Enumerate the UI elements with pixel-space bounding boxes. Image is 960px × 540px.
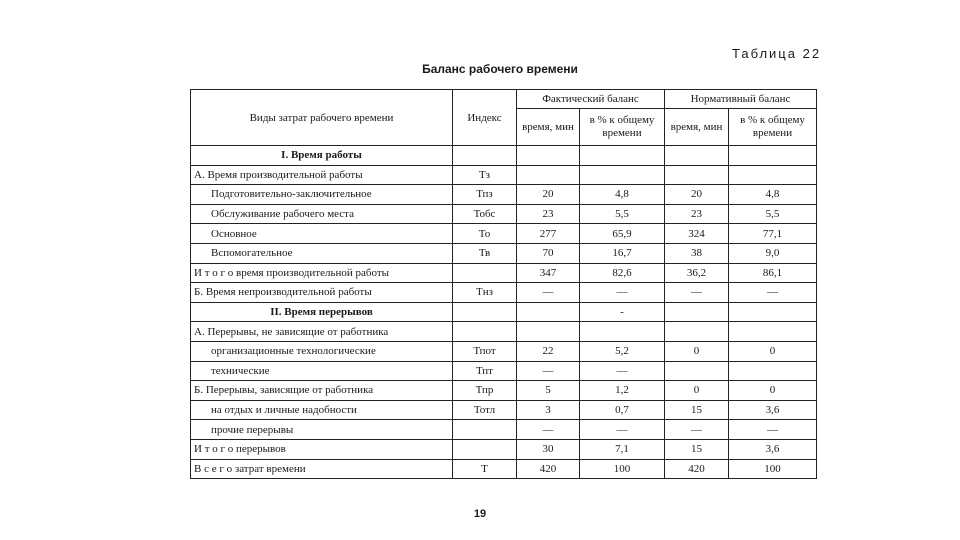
row-name: И т о г о перерывов xyxy=(191,439,453,459)
fact-time xyxy=(517,322,580,342)
row-index xyxy=(453,263,517,283)
row-index: Тпот xyxy=(453,341,517,361)
fact-time: — xyxy=(517,283,580,303)
row-index: Тв xyxy=(453,243,517,263)
header-fact-balance: Фактический баланс xyxy=(517,90,665,109)
fact-percent: 100 xyxy=(580,459,665,479)
row-name: В с е г о затрат времени xyxy=(191,459,453,479)
header-row-groups xyxy=(191,90,817,109)
norm-time: 0 xyxy=(665,381,729,401)
row-name: на отдых и личные надобности xyxy=(191,400,453,420)
table-row xyxy=(191,165,817,185)
fact-percent: 5,2 xyxy=(580,341,665,361)
norm-percent: 4,8 xyxy=(729,185,817,205)
fact-time: 5 xyxy=(517,381,580,401)
fact-time: 70 xyxy=(517,243,580,263)
norm-time xyxy=(665,146,729,166)
row-name: Б. Перерывы, зависящие от работника xyxy=(191,381,453,401)
norm-time: 420 xyxy=(665,459,729,479)
table-row xyxy=(191,420,817,440)
table-row xyxy=(191,283,817,303)
header-norm-balance: Нормативный баланс xyxy=(665,90,817,109)
table-row xyxy=(191,341,817,361)
row-index: Тпз xyxy=(453,185,517,205)
norm-percent: 3,6 xyxy=(729,400,817,420)
fact-percent: 7,1 xyxy=(580,439,665,459)
table-title: Баланс рабочего времени xyxy=(422,62,578,76)
row-index: Тотл xyxy=(453,400,517,420)
row-index xyxy=(453,420,517,440)
norm-percent: 5,5 xyxy=(729,204,817,224)
row-index: Тз xyxy=(453,165,517,185)
header-type: Виды затрат рабочего времени xyxy=(191,90,453,146)
table-row xyxy=(191,361,817,381)
table-number-label: Таблица 22 xyxy=(732,46,822,61)
row-name: организационные технологические xyxy=(191,341,453,361)
table-row xyxy=(191,322,817,342)
row-name: Вспомогательное xyxy=(191,243,453,263)
row-index: Тнз xyxy=(453,283,517,303)
fact-percent xyxy=(580,322,665,342)
fact-time: — xyxy=(517,420,580,440)
table-row xyxy=(191,224,817,244)
norm-percent xyxy=(729,146,817,166)
fact-percent xyxy=(580,146,665,166)
fact-time: 22 xyxy=(517,341,580,361)
fact-percent: 65,9 xyxy=(580,224,665,244)
fact-percent xyxy=(580,165,665,185)
table-row xyxy=(191,439,817,459)
norm-percent: 9,0 xyxy=(729,243,817,263)
fact-percent: 5,5 xyxy=(580,204,665,224)
norm-percent: 86,1 xyxy=(729,263,817,283)
norm-percent: 3,6 xyxy=(729,439,817,459)
norm-time: 324 xyxy=(665,224,729,244)
row-name: I. Время работы xyxy=(191,146,453,166)
norm-time: 38 xyxy=(665,243,729,263)
fact-percent: 0,7 xyxy=(580,400,665,420)
norm-percent xyxy=(729,361,817,381)
norm-percent: — xyxy=(729,420,817,440)
fact-percent: 1,2 xyxy=(580,381,665,401)
norm-time: — xyxy=(665,283,729,303)
row-index: Тпр xyxy=(453,381,517,401)
norm-time: 15 xyxy=(665,439,729,459)
fact-percent: — xyxy=(580,361,665,381)
row-index: Тобс xyxy=(453,204,517,224)
norm-percent xyxy=(729,322,817,342)
fact-time: 347 xyxy=(517,263,580,283)
norm-percent xyxy=(729,165,817,185)
row-name: II. Время перерывов xyxy=(191,302,453,322)
fact-time: 20 xyxy=(517,185,580,205)
row-name: технические xyxy=(191,361,453,381)
norm-percent: 100 xyxy=(729,459,817,479)
row-name: Обслуживание рабочего места xyxy=(191,204,453,224)
page-number: 19 xyxy=(473,508,487,520)
table-row xyxy=(191,400,817,420)
row-index: То xyxy=(453,224,517,244)
header-norm-time: время, мин xyxy=(665,109,729,146)
fact-time xyxy=(517,165,580,185)
norm-time: 0 xyxy=(665,341,729,361)
norm-time xyxy=(665,165,729,185)
header-norm-pct: в % к общему времени xyxy=(729,109,817,146)
norm-percent: 0 xyxy=(729,341,817,361)
fact-time: 30 xyxy=(517,439,580,459)
table-row xyxy=(191,381,817,401)
fact-percent: 82,6 xyxy=(580,263,665,283)
norm-time: 23 xyxy=(665,204,729,224)
row-name: Подготовительно-заключительное xyxy=(191,185,453,205)
row-index xyxy=(453,146,517,166)
norm-time xyxy=(665,361,729,381)
fact-time: 277 xyxy=(517,224,580,244)
norm-time: — xyxy=(665,420,729,440)
norm-time: 15 xyxy=(665,400,729,420)
work-time-balance-table xyxy=(190,89,817,479)
fact-time: 23 xyxy=(517,204,580,224)
fact-time xyxy=(517,146,580,166)
row-name: А. Время производительной работы xyxy=(191,165,453,185)
norm-time: 20 xyxy=(665,185,729,205)
header-fact-pct: в % к общему времени xyxy=(580,109,665,146)
fact-time: 420 xyxy=(517,459,580,479)
fact-percent: — xyxy=(580,420,665,440)
fact-percent: 16,7 xyxy=(580,243,665,263)
fact-time: 3 xyxy=(517,400,580,420)
table-row xyxy=(191,263,817,283)
fact-percent: 4,8 xyxy=(580,185,665,205)
norm-percent: 0 xyxy=(729,381,817,401)
table-row xyxy=(191,243,817,263)
table-row xyxy=(191,459,817,479)
header-fact-time: время, мин xyxy=(517,109,580,146)
row-index xyxy=(453,439,517,459)
norm-time: 36,2 xyxy=(665,263,729,283)
row-name: А. Перерывы, не зависящие от работника xyxy=(191,322,453,342)
row-index xyxy=(453,322,517,342)
row-index xyxy=(453,302,517,322)
row-name: Основное xyxy=(191,224,453,244)
fact-time xyxy=(517,302,580,322)
table-row xyxy=(191,204,817,224)
fact-time: — xyxy=(517,361,580,381)
norm-percent xyxy=(729,302,817,322)
table-row xyxy=(191,146,817,166)
row-name: прочие перерывы xyxy=(191,420,453,440)
row-index: Тпт xyxy=(453,361,517,381)
norm-time xyxy=(665,302,729,322)
row-index: Т xyxy=(453,459,517,479)
table-row xyxy=(191,302,817,322)
header-index: Индекс xyxy=(453,90,517,146)
norm-percent: 77,1 xyxy=(729,224,817,244)
fact-percent: — xyxy=(580,283,665,303)
row-name: Б. Время непроизводительной работы xyxy=(191,283,453,303)
fact-percent: - xyxy=(580,302,665,322)
table-row xyxy=(191,185,817,205)
norm-time xyxy=(665,322,729,342)
norm-percent: — xyxy=(729,283,817,303)
row-name: И т о г о время производительной работы xyxy=(191,263,453,283)
